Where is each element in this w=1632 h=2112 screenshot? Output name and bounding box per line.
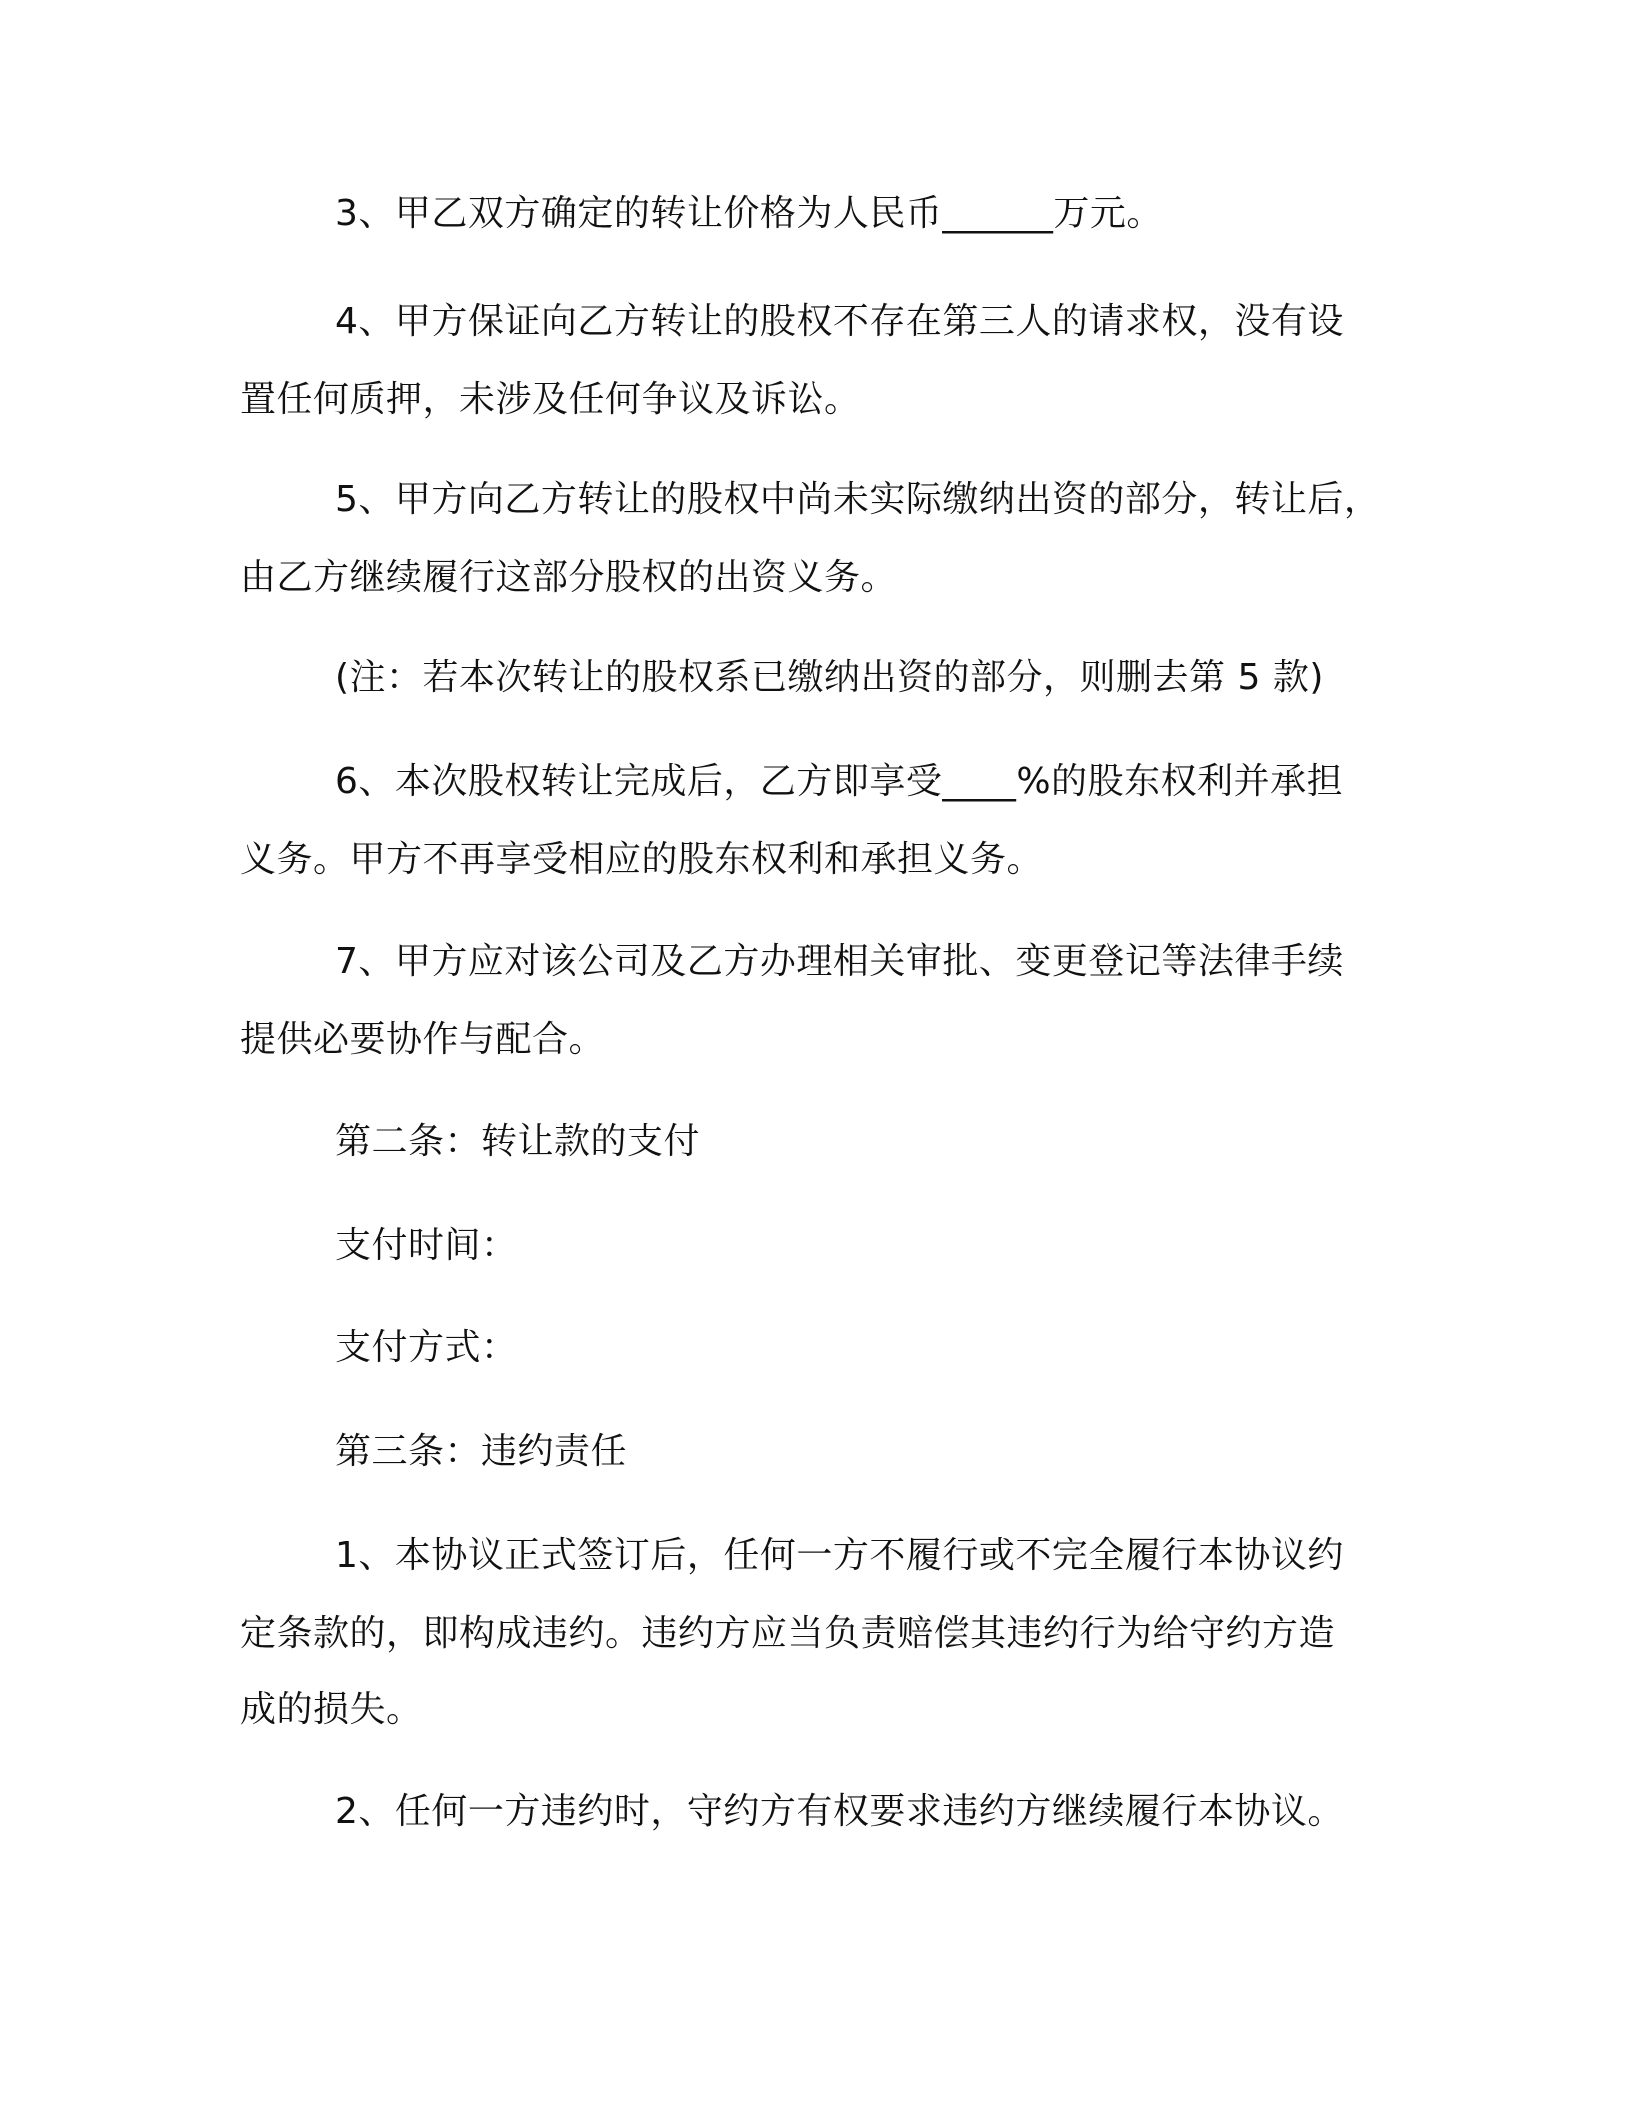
clause-6-line-1: 6、本次股权转让完成后，乙方即享受____%的股东权利并承担	[335, 761, 1344, 802]
article-2-heading: 第二条：转让款的支付	[335, 1121, 701, 1162]
payment-time-label: 支付时间：	[335, 1225, 518, 1266]
clause-7-line-2: 提供必要协作与配合。	[240, 1019, 606, 1060]
breach-clause-1-line-1: 1、本协议正式签订后，任何一方不履行或不完全履行本协议约	[335, 1535, 1344, 1576]
breach-clause-1-line-3: 成的损失。	[240, 1689, 423, 1730]
clause-4-line-1: 4、甲方保证向乙方转让的股权不存在第三人的请求权，没有设	[335, 301, 1344, 342]
breach-clause-2-line-1: 2、任何一方违约时，守约方有权要求违约方继续履行本协议。	[335, 1791, 1344, 1832]
clause-4-line-2: 置任何质押，未涉及任何争议及诉讼。	[240, 379, 861, 420]
breach-clause-1-line-2: 定条款的，即构成违约。违约方应当负责赔偿其违约行为给守约方造	[240, 1613, 1336, 1654]
article-3-heading: 第三条：违约责任	[335, 1431, 628, 1472]
clause-5-line-2: 由乙方继续履行这部分股权的出资义务。	[240, 557, 898, 598]
clause-3-line-1: 3、甲乙双方确定的转让价格为人民币______万元。	[335, 193, 1163, 234]
clause-5-line-1: 5、甲方向乙方转让的股权中尚未实际缴纳出资的部分，转让后，	[335, 479, 1381, 520]
payment-method-label: 支付方式：	[335, 1327, 518, 1368]
clause-6-line-2: 义务。甲方不再享受相应的股东权利和承担义务。	[240, 839, 1044, 880]
note-line: (注：若本次转让的股权系已缴纳出资的部分，则删去第 5 款)	[335, 657, 1324, 698]
clause-7-line-1: 7、甲方应对该公司及乙方办理相关审批、变更登记等法律手续	[335, 941, 1344, 982]
